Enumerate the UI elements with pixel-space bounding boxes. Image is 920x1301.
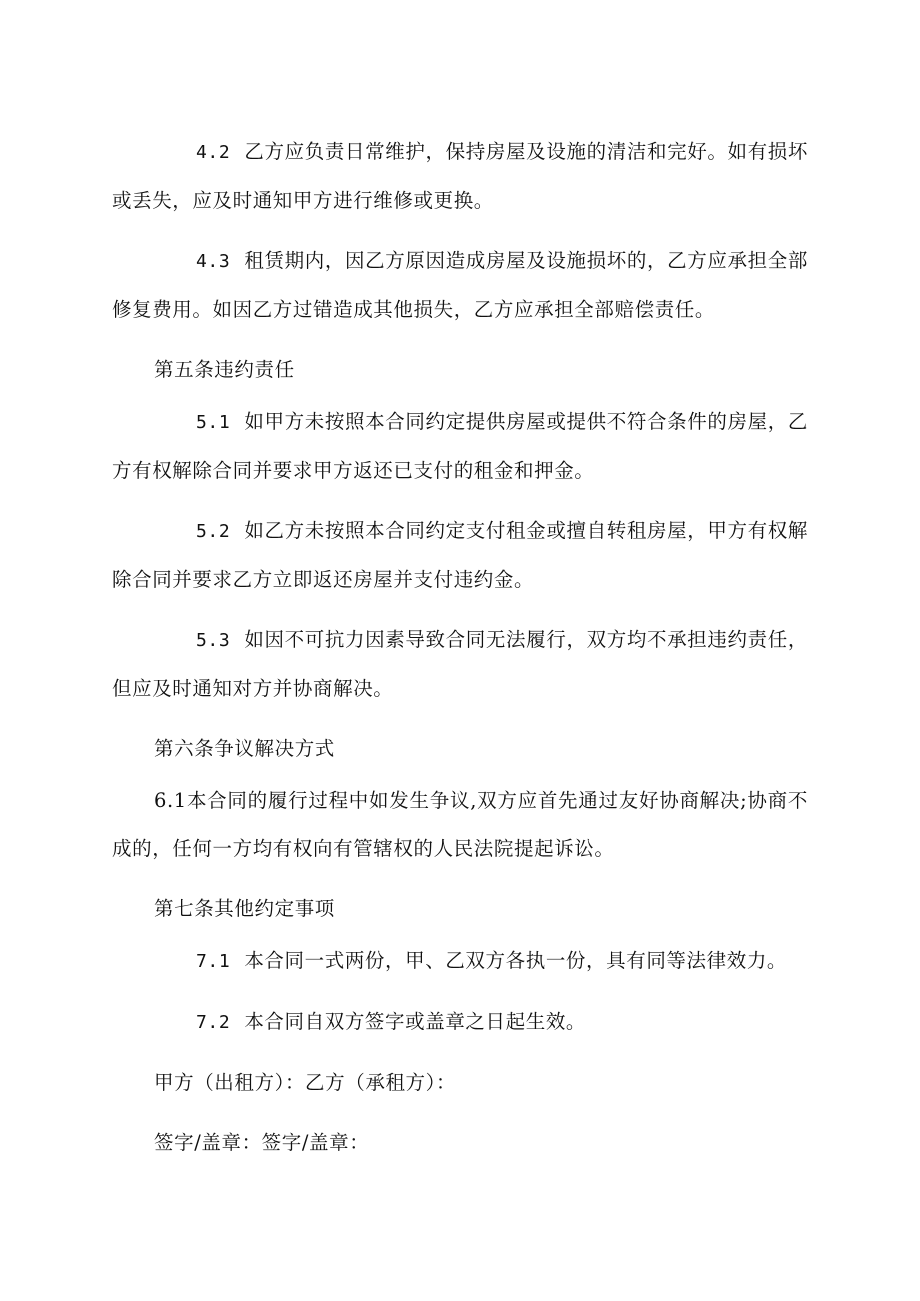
clause-4-3 xyxy=(112,237,808,334)
clause-text: 如甲方未按照本合同约定提供房屋或提供不符合条件的房屋，乙方有权解除合同并要求甲方返还已支付的租金和押金。 xyxy=(112,410,808,482)
clause-7-2 xyxy=(112,998,808,1047)
clause-text: 本合同一式两份，甲、乙双方各执一份，具有同等法律效力。 xyxy=(244,949,788,972)
clause-text: 本合同自双方签字或盖章之日起生效。 xyxy=(244,1010,587,1033)
clause-text: 租赁期内，因乙方原因造成房屋及设施损坏的，乙方应承担全部修复费用。如因乙方过错造成其他损失，乙方应承担全部赔偿责任。 xyxy=(112,249,808,321)
clause-number: 7.2 xyxy=(196,1012,231,1033)
article-seven-heading: 第七条其他约定事项 xyxy=(154,897,335,920)
party-labels: 甲方（出租方）：乙方（承租方）： xyxy=(154,1071,457,1094)
clause-number: 4.3 xyxy=(196,251,231,272)
clause-number: 5.3 xyxy=(196,630,231,651)
clause-number: 7.1 xyxy=(196,951,231,972)
clause-number: 5.1 xyxy=(196,412,231,433)
clause-text: 如因不可抗力因素导致合同无法履行，双方均不承担违约责任，但应及时通知对方并协商解决。 xyxy=(112,628,808,700)
clause-6-1: 6.1本合同的履行过程中如发生争议,双方应首先通过友好协商解决;协商不成的，任何一方均有权向有管辖权的人民法院提起诉讼。 xyxy=(112,789,808,860)
clause-number: 5.2 xyxy=(196,521,231,542)
clause-4-2 xyxy=(112,128,808,225)
clause-text: 乙方应负责日常维护，保持房屋及设施的清洁和完好。如有损坏或丢失，应及时通知甲方进行维修或更换。 xyxy=(112,140,808,212)
signature-labels: 签字/盖章：签字/盖章： xyxy=(154,1131,370,1154)
clause-5-3 xyxy=(112,616,808,713)
clause-5-2 xyxy=(112,507,808,604)
clause-7-1 xyxy=(112,937,808,986)
document-body xyxy=(112,128,808,1179)
clause-text: 如乙方未按照本合同约定支付租金或擅自转租房屋，甲方有权解除合同并要求乙方立即返还房屋并支付违约金。 xyxy=(112,519,808,591)
clause-number: 4.2 xyxy=(196,142,231,163)
clause-5-1 xyxy=(112,398,808,495)
article-five-heading: 第五条违约责任 xyxy=(154,358,295,381)
article-six-heading: 第六条争议解决方式 xyxy=(154,737,335,760)
